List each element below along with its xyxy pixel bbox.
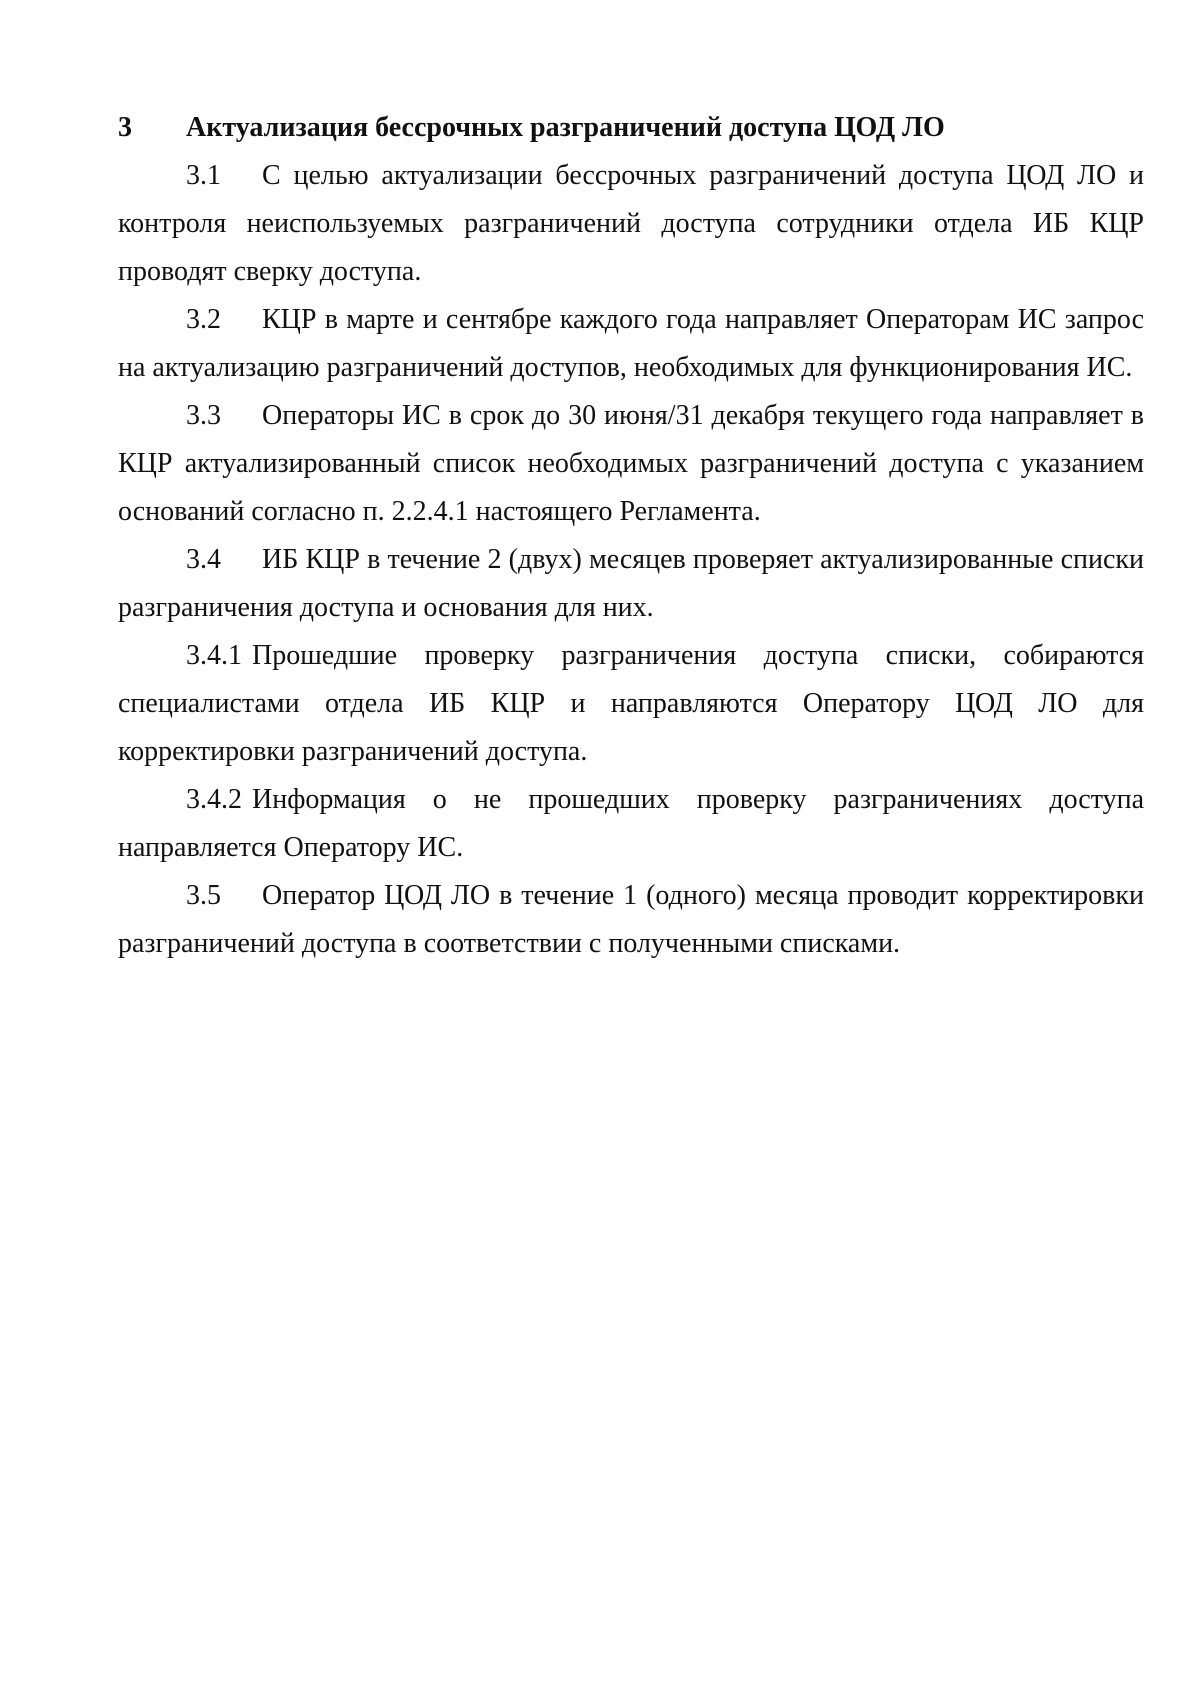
paragraph-number: 3.5 [186,880,221,911]
paragraph-3-1 [118,152,1144,296]
paragraph-number: 3.4.1 [186,640,242,671]
paragraph-3-4-2 [118,776,1144,872]
paragraph-number: 3.2 [186,304,221,335]
paragraph-text: Информация о не прошедших проверку разграничениях доступа направляется Оператору ИС. [118,784,1144,863]
paragraph-3-2 [118,296,1144,392]
paragraph-number: 3.4.2 [186,784,242,815]
paragraph-text: Прошедшие проверку разграничения доступа списки, собираются специалистами отдела ИБ КЦР и направляются Оператору ЦОД ЛО для корректировки разграничений доступа. [118,640,1144,767]
paragraph-text: ИБ КЦР в течение 2 (двух) месяцев проверяет актуализированные списки разграничения доступа и основания для них. [118,544,1144,623]
section-heading [118,104,1144,152]
paragraph-text: Оператор ЦОД ЛО в течение 1 (одного) месяца проводит корректировки разграничений доступа в соответствии с полученными списками. [118,880,1144,959]
section-number: 3 [118,112,132,143]
paragraph-number: 3.3 [186,400,221,431]
paragraph-number: 3.4 [186,544,221,575]
paragraph-text: Операторы ИС в срок до 30 июня/31 декабря текущего года направляет в КЦР актуализированный список необходимых разграничений доступа с указанием оснований согласно п. 2.2.4.1 настоящего Регламента. [118,400,1144,527]
paragraph-text: С целью актуализации бессрочных разграничений доступа ЦОД ЛО и контроля неиспользуемых разграничений доступа сотрудники отдела ИБ КЦР проводят сверку доступа. [118,160,1144,287]
document-body [118,104,1144,968]
paragraph-3-4-1 [118,632,1144,776]
section-title: Актуализация бессрочных разграничений доступа ЦОД ЛО [186,112,945,143]
paragraph-3-4 [118,536,1144,632]
paragraph-3-3 [118,392,1144,536]
paragraph-text: КЦР в марте и сентябре каждого года направляет Операторам ИС запрос на актуализацию разграничений доступов, необходимых для функционирования ИС. [118,304,1144,383]
paragraph-3-5 [118,872,1144,968]
paragraph-number: 3.1 [186,160,221,191]
